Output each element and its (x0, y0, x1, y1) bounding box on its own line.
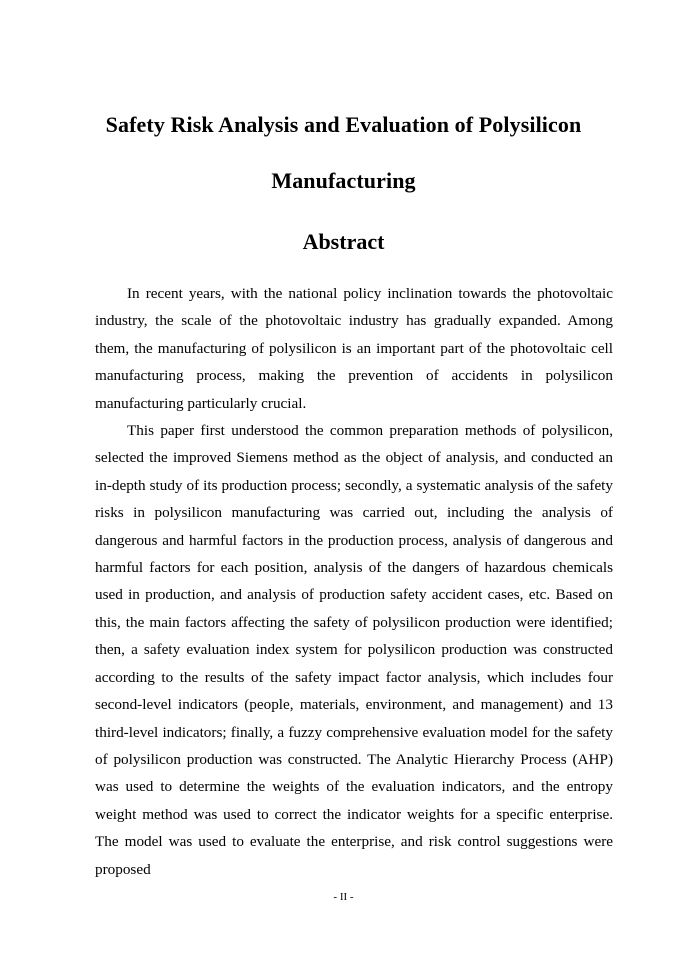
page-number: - II - (333, 891, 354, 903)
document-title-line-1: Safety Risk Analysis and Evaluation of Polysilicon (105, 112, 582, 137)
abstract-paragraph-1: In recent years, with the national policy inclination towards the photovoltaic industry, the scale of the photovoltaic industry has gradually expanded. Among them, the manufacturing of polysilicon is an important part of the photovoltaic cell manufacturing process, making the prevention of accidents in polysilicon manufacturing particularly crucial. (95, 285, 613, 412)
abstract-heading: Abstract (302, 229, 385, 254)
document-title-line-2: Manufacturing (271, 168, 416, 193)
abstract-paragraph-2: This paper first understood the common preparation methods of polysilicon, selected the improved Siemens method as the object of analysis, and conducted an in-depth study of its production process; secondly, a systematic analysis of the safety risks in polysilicon manufacturing was carried out, including the analysis of dangerous and harmful factors in the production process, analysis of dangerous and harmful factors for each position, analysis of the dangers of hazardous chemicals used in production, and analysis of production safety accident cases, etc. Based on this, the main factors affecting the safety of polysilicon production were identified; then, a safety evaluation index system for polysilicon production was constructed according to the results of the safety impact factor analysis, which includes four second-level indicators (people, materials, environment, and management) and 13 third-level indicators; finally, a fuzzy comprehensive evaluation model for the safety of polysilicon production was constructed. The Analytic Hierarchy Process (AHP) was used to determine the weights of the evaluation indicators, and the entropy weight method was used to correct the indicator weights for a specific enterprise. The model was used to evaluate the enterprise, and risk control suggestions were proposed (95, 422, 613, 878)
abstract-body (95, 280, 613, 883)
